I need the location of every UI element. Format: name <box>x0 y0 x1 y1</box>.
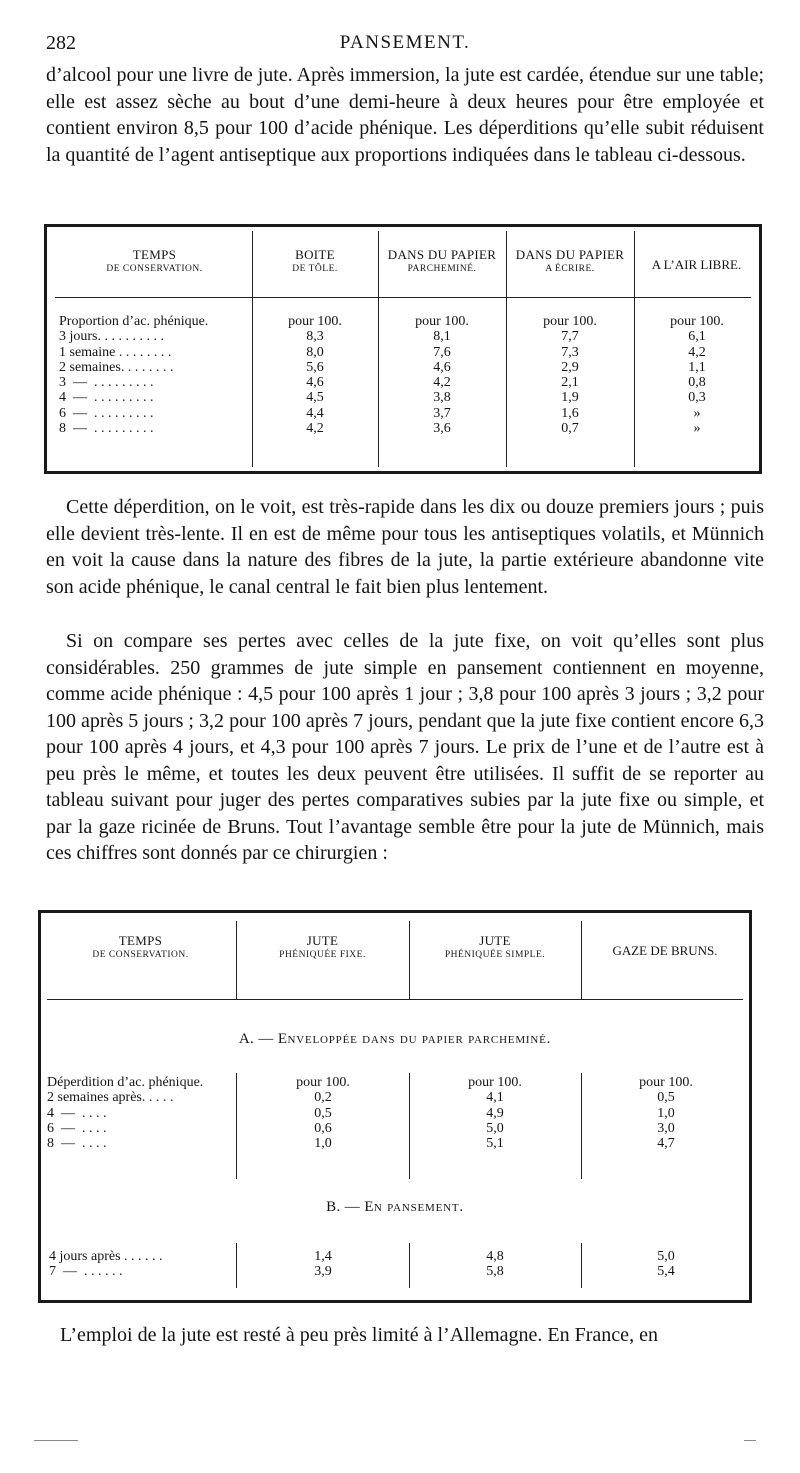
table-cell: pour 100. <box>288 314 342 329</box>
paragraph-comparaison: Si on compare ses pertes avec celles de la jute fixe, on voit qu’elles sont plus considérables. 250 grammes de jute simple en pansement contiennent en moyenne, comme acide phénique : 4,5 pour 100 après 1 jour ; 3,8 pour 100 après 3 jours ; 3,2 pour 100 après 5 jours ; 3,2 pour 100 après 7 jours, pendant que la jute fixe contient encore 6,3 pour 100 après 4 jours, et 4,3 pour 100 après 7 jours. Le prix de l’une et de l’autre est à peu près le même, et toutes les deux peuvent être utilisées. Il suffit de se reporter au tableau suivant pour juger des pertes comparatives subies par la jute fixe ou simple, et par la gaze ricinée de Bruns. Tout l’avantage semble être pour la jute de Münnich, mais ces chiffres sont donnés par ce chirurgien : <box>46 630 764 864</box>
table-row-label: 2 semaines. . . . . . . . <box>59 359 174 375</box>
footer-mark <box>744 1440 756 1441</box>
table-column-rule <box>236 1243 237 1288</box>
table-cell: 1,1 <box>688 359 706 375</box>
header-jute-fixe: JUTE PHÉNIQUÉE FIXE. <box>279 933 366 960</box>
table-row-label: 6 — . . . . <box>47 1120 107 1136</box>
table-phenic-conservation <box>44 224 762 474</box>
table-cell: 5,4 <box>657 1264 675 1280</box>
table-cell: 5,0 <box>657 1249 675 1264</box>
table-row-label: 7 — . . . . . . <box>49 1264 123 1280</box>
table-cell: 1,0 <box>314 1136 332 1152</box>
table-cell: 3,8 <box>433 390 451 406</box>
table-cell: 4,8 <box>486 1249 504 1264</box>
table-cell: » <box>693 421 701 437</box>
table-cell: 3,9 <box>314 1264 332 1280</box>
column-papier-ecrire <box>509 314 631 436</box>
table-cell: » <box>693 405 701 421</box>
table-cell: 4,4 <box>306 405 324 421</box>
paragraph-emploi-jute: L’emploi de la jute est resté à peu près limité à l’Allemagne. En France, en <box>60 1324 658 1346</box>
header-papier-parchemine: DANS DU PAPIER PARCHEMINÉ. <box>387 247 497 274</box>
table-row-label: 8 — . . . . <box>47 1136 107 1152</box>
table-row-label: 1 semaine . . . . . . . . <box>59 344 172 360</box>
table-row-label: 2 semaines après. . . . . <box>47 1090 174 1106</box>
column-gaze-bruns-a <box>584 1075 748 1151</box>
table-cell: 7,6 <box>433 344 451 360</box>
table-cell: 0,8 <box>688 375 706 391</box>
table-cell: 4,1 <box>486 1090 504 1106</box>
table-cell: 6,1 <box>688 329 706 345</box>
table-cell: 7,7 <box>561 329 579 345</box>
column-jute-simple-b <box>412 1249 578 1280</box>
table-row-label: 4 — . . . . . . . . . <box>59 390 154 406</box>
table-cell: 1,6 <box>561 405 579 421</box>
table-cell: 1,9 <box>561 390 579 406</box>
column-labels <box>59 314 251 436</box>
table-cell: 4,5 <box>306 390 324 406</box>
table-cell: pour 100. <box>639 1075 693 1090</box>
table-cell: 4,7 <box>657 1136 675 1152</box>
table-cell: 1,4 <box>314 1249 332 1264</box>
section-a-title: A. — Enveloppée dans du papier parcheminé. <box>238 1031 552 1047</box>
table-cell: 1,0 <box>657 1105 675 1121</box>
paragraph-deperdition: Cette déperdition, on le voit, est très-rapide dans les dix ou douze premiers jours ; puis elle devient très-lente. Il en est de même pour tous les antiseptiques volatils, et Münnich en voit la cause dans la nature des fibres de la jute, la partie extérieure abandonne vite son acide phénique, le canal central le fait bien plus lentement. <box>46 496 764 598</box>
table-cell: 0,5 <box>314 1105 332 1121</box>
table-row-label: Proportion d’ac. phénique. <box>59 314 209 329</box>
table-cell: 4,6 <box>306 375 324 391</box>
table-cell: 5,8 <box>486 1264 504 1280</box>
table-cell: 5,0 <box>486 1120 504 1136</box>
table-cell: 8,1 <box>433 329 451 345</box>
table-row-label: Déperdition d’ac. phénique. <box>47 1075 204 1090</box>
column-jute-simple-a <box>412 1075 578 1151</box>
column-papier-parchemine <box>381 314 503 436</box>
table-row-label: 6 — . . . . . . . . . <box>59 405 154 421</box>
section-b-title: B. — En pansement. <box>326 1199 464 1215</box>
column-jute-fixe-b <box>239 1249 407 1280</box>
column-boite-tole <box>255 314 375 436</box>
table-cell: pour 100. <box>670 314 724 329</box>
header-air-libre: A L’AIR LIBRE. <box>651 257 742 272</box>
column-air-libre <box>637 314 757 436</box>
header-boite-tole: BOITE DE TÔLE. <box>292 247 338 274</box>
footer-mark <box>34 1440 78 1441</box>
table-header-rule <box>55 297 751 298</box>
table-cell: 0,2 <box>314 1090 332 1106</box>
table-cell: 4,2 <box>306 421 324 437</box>
table-column-rule <box>236 1073 237 1179</box>
header-papier-ecrire: DANS DU PAPIER A ÉCRIRE. <box>515 247 625 274</box>
page-header <box>46 32 764 56</box>
table-cell: pour 100. <box>415 314 469 329</box>
paragraph-jute-preparation: d’alcool pour une livre de jute. Après immersion, la jute est cardée, étendue sur une table; elle est assez sèche au bout d’une demi-heure à deux heures pour être employée et contient environ 8,5 pour 100 d’acide phénique. Les déperditions qu’elle subit réduisent la quantité de l’agent antiseptique aux proportions indiquées dans le tableau ci-dessous. <box>46 64 764 166</box>
table-cell: 4,2 <box>433 375 451 391</box>
table-header-rule <box>47 999 743 1000</box>
header-gaze-bruns: GAZE DE BRUNS. <box>612 943 718 958</box>
table-cell: 8,0 <box>306 344 324 360</box>
table-column-rule <box>409 1243 410 1288</box>
table-cell: 2,9 <box>561 359 579 375</box>
table-cell: 4,2 <box>688 344 706 360</box>
table-cell: pour 100. <box>296 1075 350 1090</box>
header-jute-simple: JUTE PHÉNIQUÉE SIMPLE. <box>444 933 546 960</box>
running-title: PANSEMENT. <box>339 32 471 53</box>
column-labels-b <box>49 1249 235 1280</box>
table-cell: 7,3 <box>561 344 579 360</box>
table-cell: pour 100. <box>468 1075 522 1090</box>
column-labels-a <box>47 1075 235 1151</box>
table-cell: 8,3 <box>306 329 324 345</box>
table-cell: 4,9 <box>486 1105 504 1121</box>
table-cell: 0,7 <box>561 421 579 437</box>
table-column-rule <box>581 1073 582 1179</box>
table-cell: 0,5 <box>657 1090 675 1106</box>
table-cell: 4,6 <box>433 359 451 375</box>
table-row-label: 8 — . . . . . . . . . <box>59 421 154 437</box>
header-temps-conservation: TEMPS DE CONSERVATION. <box>92 933 189 960</box>
table-column-rule <box>409 1073 410 1179</box>
table-cell: 3,6 <box>433 421 451 437</box>
table-comparative-losses <box>38 910 752 1303</box>
column-jute-fixe-a <box>239 1075 407 1151</box>
header-temps-conservation: TEMPS DE CONSERVATION. <box>106 247 203 274</box>
table-column-rule <box>581 1243 582 1288</box>
table-cell: 3,7 <box>433 405 451 421</box>
table-row-label: 4 — . . . . <box>47 1105 107 1121</box>
table-column-rule <box>581 921 582 999</box>
table-cell: 5,6 <box>306 359 324 375</box>
table-cell: pour 100. <box>543 314 597 329</box>
table-cell: 0,3 <box>688 390 706 406</box>
table-row-label: 3 jours. . . . . . . . . . <box>59 329 164 345</box>
table-cell: 3,0 <box>657 1120 675 1136</box>
table-cell: 0,6 <box>314 1120 332 1136</box>
page-number: 282 <box>46 32 76 54</box>
table-cell: 5,1 <box>486 1136 504 1152</box>
table-row-label: 4 jours après . . . . . . <box>49 1249 163 1264</box>
table-row-label: 3 — . . . . . . . . . <box>59 375 154 391</box>
table-cell: 2,1 <box>561 375 579 391</box>
column-gaze-bruns-b <box>584 1249 748 1280</box>
